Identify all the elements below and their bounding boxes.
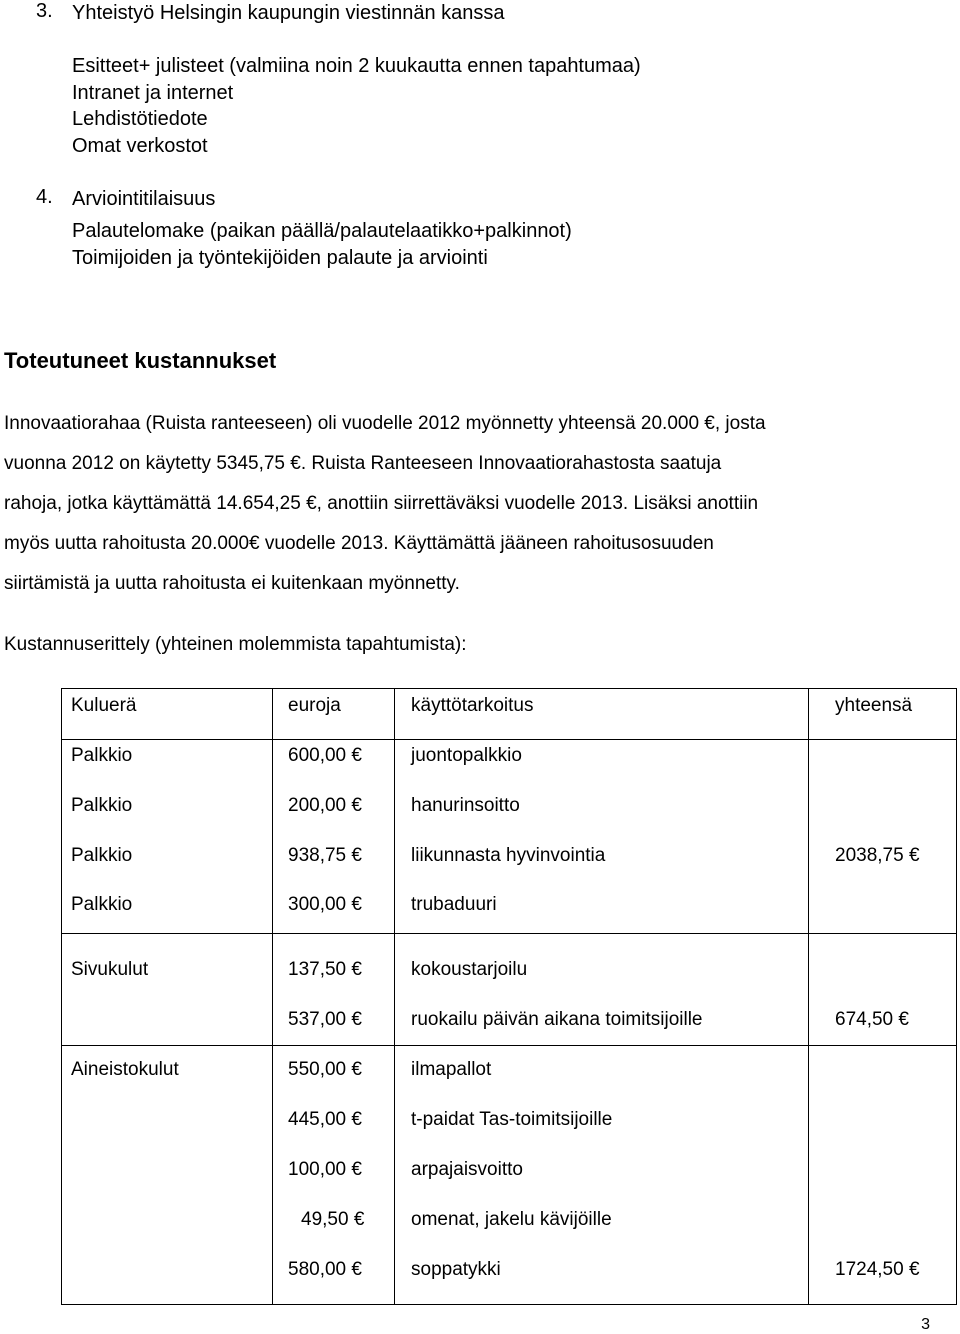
list-subitem: Intranet ja internet [72, 82, 234, 104]
table-cell-purpose: arpajaisvoitto [411, 1159, 523, 1180]
page-number: 3 [921, 1316, 930, 1333]
table-cell-amount: 137,50 € [288, 959, 362, 980]
table-cell-total: 674,50 € [835, 1009, 909, 1030]
table-divider [394, 689, 395, 1304]
costs-paragraph [4, 404, 954, 604]
paragraph-line: Innovaatiorahaa (Ruista ranteeseen) oli vuodelle 2012 myönnetty yhteensä 20.000 €, josta [4, 413, 766, 434]
table-cell-amount: 49,50 € [301, 1209, 365, 1230]
list-item-title: Arviointitilaisuus [72, 188, 216, 210]
table-cell-category: Aineistokulut [71, 1059, 179, 1080]
section-heading: Toteutuneet kustannukset [4, 348, 277, 373]
table-divider [62, 1045, 956, 1046]
table-divider [808, 689, 809, 1304]
table-header: yhteensä [835, 695, 913, 716]
list-subitem: Lehdistötiedote [72, 108, 208, 130]
table-cell-total: 2038,75 € [835, 845, 920, 866]
table-cell-amount: 445,00 € [288, 1109, 362, 1130]
paragraph-line: rahoja, jotka käyttämättä 14.654,25 €, anottiin siirrettäväksi vuodelle 2013. Lisäksi anottiin [4, 493, 759, 514]
cost-table [61, 688, 957, 1305]
table-cell-purpose: trubaduuri [411, 894, 497, 915]
table-cell-category: Palkkio [71, 795, 133, 816]
list-subitem: Palautelomake (paikan päällä/palautelaatikko+palkinnot) [72, 220, 572, 242]
table-cell-category: Palkkio [71, 894, 133, 915]
paragraph-line: vuonna 2012 on käytetty 5345,75 €. Ruista Ranteeseen Innovaatiorahastosta saatuja [4, 453, 722, 474]
table-cell-purpose: t-paidat Tas-toimitsijoille [411, 1109, 613, 1130]
table-cell-amount: 300,00 € [288, 894, 362, 915]
table-cell-amount: 200,00 € [288, 795, 362, 816]
table-cell-purpose: soppatykki [411, 1259, 501, 1280]
table-cell-purpose: omenat, jakelu kävijöille [411, 1209, 612, 1230]
list-subitem: Esitteet+ julisteet (valmiina noin 2 kuukautta ennen tapahtumaa) [72, 55, 641, 77]
paragraph-line: siirtämistä ja uutta rahoitusta ei kuitenkaan myönnetty. [4, 573, 460, 594]
table-header: käyttötarkoitus [411, 695, 534, 716]
table-intro: Kustannuserittely (yhteinen molemmista tapahtumista): [4, 634, 467, 655]
table-cell-amount: 100,00 € [288, 1159, 362, 1180]
table-cell-amount: 550,00 € [288, 1059, 362, 1080]
list-subitem: Toimijoiden ja työntekijöiden palaute ja arviointi [72, 247, 488, 269]
table-cell-category: Sivukulut [71, 959, 149, 980]
table-header: Kuluerä [71, 695, 137, 716]
list-number-3: 3. [36, 0, 53, 22]
paragraph-line: myös uutta rahoitusta 20.000€ vuodelle 2013. Käyttämättä jääneen rahoitusosuuden [4, 533, 714, 554]
table-cell-category: Palkkio [71, 845, 133, 866]
list-item-title: Yhteistyö Helsingin kaupungin viestinnän kanssa [72, 2, 505, 24]
table-cell-purpose: juontopalkkio [411, 745, 522, 766]
table-cell-amount: 938,75 € [288, 845, 362, 866]
table-cell-amount: 537,00 € [288, 1009, 362, 1030]
table-divider [272, 689, 273, 1304]
table-cell-purpose: ruokailu päivän aikana toimitsijoille [411, 1009, 703, 1030]
table-header: euroja [288, 695, 341, 716]
list-number-4: 4. [36, 186, 53, 208]
table-cell-category: Palkkio [71, 745, 133, 766]
table-cell-purpose: liikunnasta hyvinvointia [411, 845, 606, 866]
list-subitem: Omat verkostot [72, 135, 208, 157]
table-cell-purpose: ilmapallot [411, 1059, 492, 1080]
table-cell-amount: 580,00 € [288, 1259, 362, 1280]
table-cell-amount: 600,00 € [288, 745, 362, 766]
table-cell-purpose: kokoustarjoilu [411, 959, 528, 980]
table-divider [62, 739, 956, 740]
table-cell-purpose: hanurinsoitto [411, 795, 520, 816]
table-divider [62, 933, 956, 934]
table-cell-total: 1724,50 € [835, 1259, 920, 1280]
